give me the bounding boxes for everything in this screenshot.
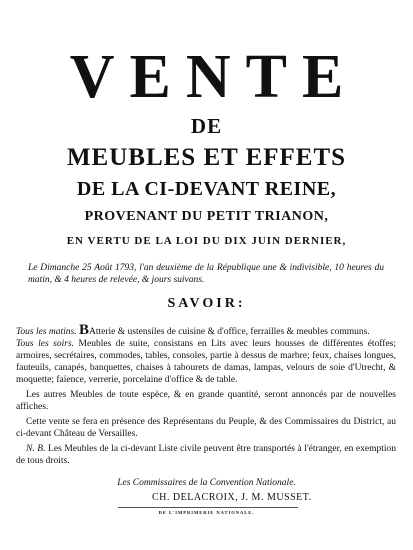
paragraph-dropcap: B bbox=[79, 322, 90, 338]
poster-dateline: Le Dimanche 25 Août 1793, l'an deuxième de la République une & indivisible, 10 heures du matin, & 4 heures de relevée, & jours suivans. bbox=[28, 263, 384, 285]
nb-text: Les Meubles de la ci-devant Liste civile peuvent être transportés à l'étranger, en exemption de tous droits. bbox=[16, 444, 396, 466]
poster-heading-meubles: MEUBLES ET EFFETS bbox=[66, 144, 347, 171]
nb-lead: N. B. bbox=[26, 444, 46, 454]
poster-heading-reine: DE LA CI-DEVANT REINE, bbox=[76, 178, 337, 200]
poster-paragraph-nb bbox=[16, 443, 396, 467]
imprint-rule bbox=[118, 507, 298, 508]
poster-savoir: SAVOIR: bbox=[167, 296, 246, 311]
paragraph-lead-soirs: Tous les soirs. bbox=[16, 339, 75, 349]
poster-heading-loi: EN VERTU DE LA LOI DU DIX JUIN DERNIER, bbox=[66, 235, 347, 247]
poster-signature-names: CH. DELACROIX, J. M. MUSSET. bbox=[152, 492, 312, 503]
paragraph-text-soirs: Meubles de suite, consistans en Lits avec leurs housses de différentes étoffes; armoires, secrétaires, commodes, tables, consoles, partie à dessus de marbre; feux, chaises longues, fauteuils, canapés, banquettes, chaises à tabourets de damas, lampas, velours de soie d'Utrecht, & moquette; faïence, verrerie, porcelaine d'office & de table. bbox=[16, 339, 397, 385]
poster-paragraph-autres: Les autres Meubles de toute espèce, & en grande quantité, seront annoncés par de nouvelles affiches. bbox=[16, 390, 396, 412]
paragraph-lead-matins: Tous les matins. bbox=[16, 327, 77, 337]
poster-imprint: DE L'IMPRIMERIE NATIONALE. bbox=[158, 510, 255, 515]
poster-heading-trianon: PROVENANT DU PETIT TRIANON, bbox=[84, 209, 329, 224]
poster-signature-title: Les Commissaires de la Convention Nationale. bbox=[117, 478, 296, 488]
poster-paragraph-vente: Cette vente se fera en présence des Représentans du Peuple, & des Commissaires du District, au ci-devant Château de Versailles. bbox=[16, 417, 396, 439]
poster-title: VENTE bbox=[69, 43, 359, 111]
poster-paragraph-items bbox=[16, 324, 396, 386]
paragraph-text-matins: Atterie & ustensiles de cuisine & d'office, ferrailles & meubles communs. bbox=[89, 327, 370, 337]
poster-subtitle-de: DE bbox=[190, 114, 223, 138]
